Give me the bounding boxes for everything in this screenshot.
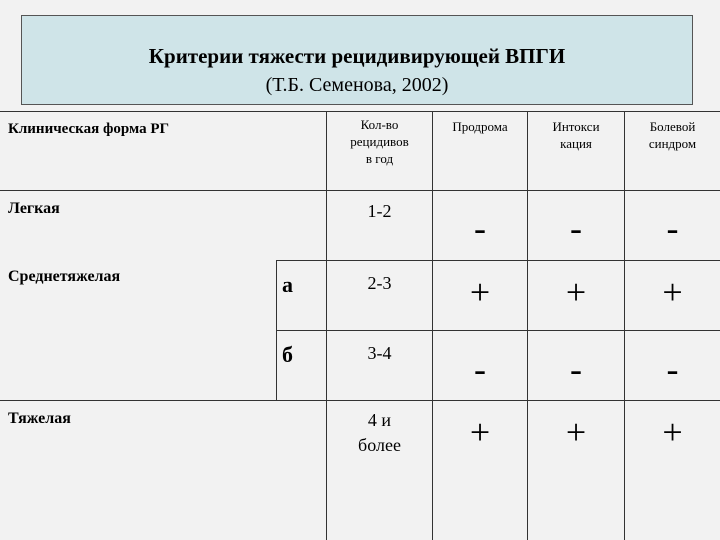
table-row-divider xyxy=(276,260,720,261)
prodrome-value: - xyxy=(474,349,486,389)
row-form-label: Среднетяжелая xyxy=(8,268,121,285)
header-intoxication: Интокси кация xyxy=(552,119,600,151)
prodrome-value: - xyxy=(474,208,486,248)
table-col-divider xyxy=(432,111,433,540)
table-row-divider xyxy=(0,190,720,191)
table-col-divider xyxy=(527,111,528,540)
intoxication-value: - xyxy=(570,349,582,389)
header-recurrences: Кол-во рецидивов в год xyxy=(350,117,409,166)
table-title: Критерии тяжести рецидивирующей ВПГИ xyxy=(148,44,566,68)
pain-value: - xyxy=(666,208,679,248)
row-subtype-label: б xyxy=(282,342,293,367)
row-subtype-label: а xyxy=(282,272,293,297)
title-box xyxy=(21,15,693,105)
prodrome-value: + xyxy=(469,412,491,452)
intoxication-value: + xyxy=(565,272,587,312)
row-recurrence-count: 3-4 xyxy=(367,343,392,363)
table-row-divider xyxy=(0,400,720,401)
pain-value: - xyxy=(666,349,679,389)
table-col-divider xyxy=(276,260,277,400)
table-top-border xyxy=(0,111,720,112)
intoxication-value: + xyxy=(565,412,587,452)
row-recurrence-count: 1-2 xyxy=(367,201,392,221)
table-row-divider xyxy=(276,330,720,331)
table-source: (Т.Б. Семенова, 2002) xyxy=(265,74,449,96)
row-recurrence-count: 4 и более xyxy=(358,410,401,455)
header-pain-syndrome: Болевой синдром xyxy=(648,119,697,151)
row-recurrence-count: 2-3 xyxy=(367,273,392,293)
prodrome-value: + xyxy=(469,272,491,312)
pain-value: + xyxy=(662,412,683,452)
table-col-divider xyxy=(624,111,625,540)
header-clinical-form: Клиническая форма РГ xyxy=(8,121,170,137)
header-prodrome: Продрома xyxy=(452,119,508,134)
pain-value: + xyxy=(662,272,683,312)
row-form-label: Легкая xyxy=(8,200,60,217)
table-col-divider xyxy=(326,111,327,540)
intoxication-value: - xyxy=(570,208,582,248)
row-form-label: Тяжелая xyxy=(8,410,71,427)
